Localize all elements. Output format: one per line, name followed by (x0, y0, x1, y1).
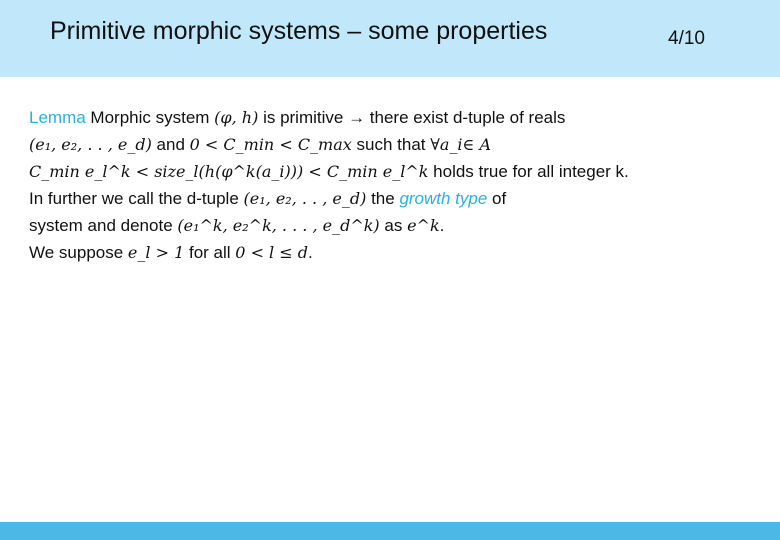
of-text: of (487, 189, 507, 208)
denote-line (29, 212, 689, 239)
constants-math: 0 < C_min < C_max (189, 135, 352, 154)
slide-body (29, 104, 689, 266)
page-number: 4/10 (668, 28, 705, 49)
lemma-line (29, 104, 689, 131)
growth-type-term: growth type (399, 189, 488, 208)
holds-true-text: holds true for all integer k. (428, 162, 629, 181)
el-gt-one-math: e_l > 1 (127, 243, 185, 262)
dtuple-math: (e₁, e₂, . . , e_d) (243, 189, 367, 208)
suppose-line (29, 239, 689, 266)
as-text: as (379, 216, 408, 235)
range-math: 0 < l ≤ d (235, 243, 308, 262)
slide-header (0, 0, 780, 77)
system-tuple-math: (φ, h) (214, 108, 259, 127)
inequality-line (29, 158, 689, 185)
slide-title: Primitive morphic systems – some properties (50, 17, 548, 45)
power-tuple-math: (e₁^k, e₂^k, . . . , e_d^k) (177, 216, 380, 235)
further-text: In further we call the d-tuple (29, 189, 244, 208)
lemma-text: Morphic system (85, 108, 215, 127)
for-all-text: for all (184, 243, 236, 262)
the-text: the (366, 189, 400, 208)
and-text: and (151, 135, 190, 154)
such-that-text: such that (351, 135, 431, 154)
period-text: . (439, 216, 445, 235)
ek-math: e^k (407, 216, 440, 235)
reals-line (29, 131, 689, 158)
growth-type-line (29, 185, 689, 212)
reals-tuple-math: (e₁, e₂, . . , e_d) (29, 135, 152, 154)
suppose-text: We suppose (29, 243, 128, 262)
end-period-text: . (308, 243, 313, 262)
forall-math: ∀a_i∈ A (430, 135, 492, 154)
lemma-label: Lemma (29, 108, 86, 127)
denote-text: system and denote (29, 216, 178, 235)
footer-bar (0, 522, 780, 540)
lemma-text-cont: is primitive → there exist d-tuple of reals (258, 108, 566, 127)
inequality-math: C_min e_l^k < size_l(h(φ^k(a_i))) < C_min e_l^k (29, 162, 429, 181)
